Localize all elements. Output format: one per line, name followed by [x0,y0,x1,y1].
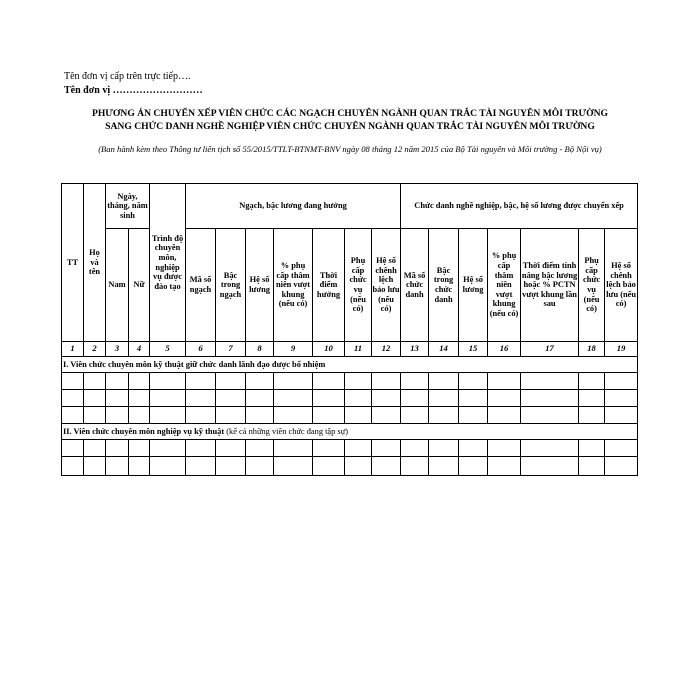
header-cur-coef: Hệ số lương [246,229,274,342]
column-number: 1 [62,342,84,357]
header-cur-step: Bậc trong ngạch [216,229,246,342]
column-number: 2 [84,342,106,357]
header-cur-code: Mã số ngạch [186,229,216,342]
column-number: 6 [186,342,216,357]
section-2-heading [62,424,638,440]
header-dob: Ngày, tháng, năm sinh [106,184,150,229]
table-row [62,407,638,424]
table-row [62,373,638,390]
column-number: 12 [372,342,401,357]
header-new-step: Bậc trong chức danh [429,229,459,342]
header-male: Nam [106,229,129,342]
header-new-reserved-diff: Hệ số chênh lệch bảo lưu (nếu có) [605,229,638,342]
column-number: 4 [129,342,150,357]
header-cur-time: Thời điểm hưởng [313,229,345,342]
table-row [62,457,638,476]
column-number: 7 [216,342,246,357]
header-new-title-group: Chức danh nghề nghiệp, bậc, hệ số lương được chuyển xếp [401,184,638,229]
column-number: 13 [401,342,429,357]
header-new-seniority: % phụ cấp thâm niên vượt khung (nếu có) [488,229,521,342]
column-number: 10 [313,342,345,357]
header-cur-position-allowance: Phụ cấp chức vụ (nếu có) [345,229,372,342]
section-1-heading: I. Viên chức chuyên môn kỹ thuật giữ chức danh lãnh đạo được bổ nhiệm [62,357,638,373]
column-number: 15 [459,342,488,357]
header-cur-seniority: % phụ cấp thâm niên vượt khung (nếu có) [274,229,313,342]
header-new-next-time: Thời điểm tính nâng bậc lương hoặc % PCTN vượt khung lần sau [521,229,579,342]
table-row [62,390,638,407]
column-number: 3 [106,342,129,357]
unit-name: Tên đơn vị ……………………… [64,85,203,96]
header-degree: Trình độ chuyên môn, nghiệp vụ được đào tạo [150,184,186,342]
section-2-heading-bold: II. Viên chức chuyên môn nghiệp vụ kỹ thuật [63,426,225,436]
section-2-heading-note: (kể cả những viên chức đang tập sự) [224,426,349,436]
header-name: Họ và tên [84,184,106,342]
column-number: 11 [345,342,372,357]
column-number: 16 [488,342,521,357]
header-new-position-allowance: Phụ cấp chức vụ (nếu có) [579,229,605,342]
column-number: 5 [150,342,186,357]
document-title-line-2: SANG CHỨC DANH NGHỀ NGHIỆP VIÊN CHỨC CHUYÊN NGÀNH QUAN TRẮC TÀI NGUYÊN MÔI TRƯỜNG [105,121,595,132]
document-title-line-1: PHƯƠNG ÁN CHUYỂN XẾP VIÊN CHỨC CÁC NGẠCH CHUYÊN NGÀNH QUAN TRẮC TÀI NGUYÊN MÔI TRƯỜNG [91,108,609,119]
header-new-coef: Hệ số lương [459,229,488,342]
document-subtitle: (Ban hành kèm theo Thông tư liên tịch số 55/2015/TTLT-BTNMT-BNV ngày 08 tháng 12 năm 2015 của Bộ Tài nguyên và Môi trường - Bộ Nội vụ) [98,144,602,154]
column-number: 18 [579,342,605,357]
header-current-salary-group: Ngạch, bậc lương đang hưởng [186,184,401,229]
conversion-table [61,183,638,476]
table-row [62,440,638,457]
column-number: 14 [429,342,459,357]
header-tt: TT [62,184,84,342]
header-cur-reserved-diff: Hệ số chênh lệch bảo lưu (nếu có) [372,229,401,342]
column-number: 19 [605,342,638,357]
column-number: 9 [274,342,313,357]
column-number: 8 [246,342,274,357]
superior-unit-name: Tên đơn vị cấp trên trực tiếp…. [64,71,191,82]
header-new-code: Mã số chức danh [401,229,429,342]
column-number: 17 [521,342,579,357]
header-female: Nữ [129,229,150,342]
column-number-row [62,342,638,357]
